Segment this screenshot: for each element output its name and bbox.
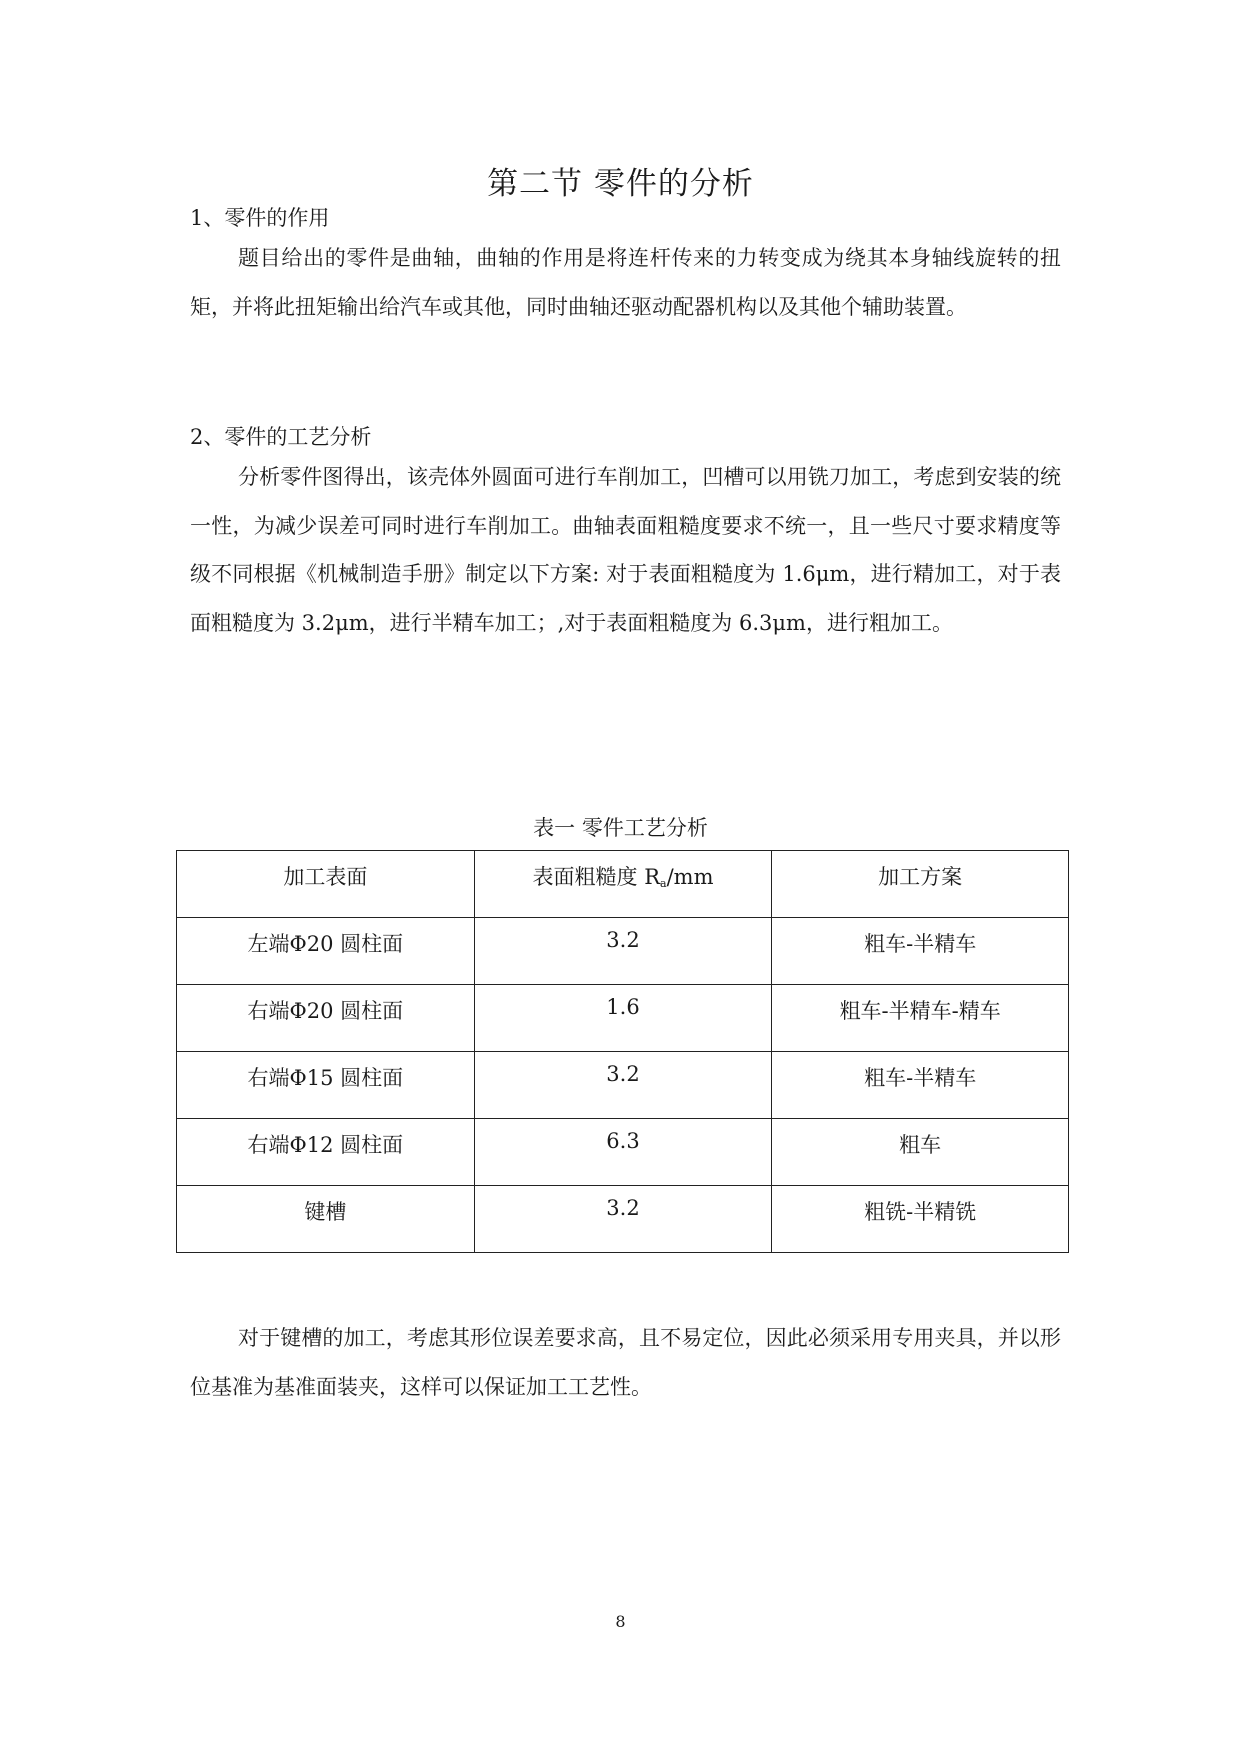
paragraph-part-function: 题目给出的零件是曲轴，曲轴的作用是将连杆传来的力转变成为绕其本身轴线旋转的扭矩，并将此扭矩输出给汽车或其他，同时曲轴还驱动配器机构以及其他个辅助装置。 xyxy=(190,246,1061,319)
cell-roughness: 3.2 xyxy=(474,918,772,985)
cell-roughness: 3.2 xyxy=(474,1186,772,1253)
cell-surface: 左端Φ20 圆柱面 xyxy=(177,918,475,985)
header-plan: 加工方案 xyxy=(772,851,1069,918)
cell-surface: 右端Φ20 圆柱面 xyxy=(177,985,475,1052)
table-row xyxy=(177,985,1069,1052)
cell-roughness: 6.3 xyxy=(474,1119,772,1186)
cell-plan: 粗车 xyxy=(772,1119,1069,1186)
table-caption: 表一 零件工艺分析 xyxy=(533,816,708,840)
header-surface: 加工表面 xyxy=(177,851,475,918)
page-number: 8 xyxy=(615,1612,626,1631)
table-row xyxy=(177,1186,1069,1253)
cell-plan: 粗车-半精车 xyxy=(772,1052,1069,1119)
table-row xyxy=(177,1119,1069,1186)
cell-plan: 粗铣-半精铣 xyxy=(772,1186,1069,1253)
section-title: 第二节 零件的分析 xyxy=(487,166,754,202)
cell-surface: 右端Φ15 圆柱面 xyxy=(177,1052,475,1119)
heading-part-function: 1、零件的作用 xyxy=(190,206,330,230)
header-roughness: 表面粗糙度 $R_a/mm$ xyxy=(474,851,772,918)
table-row xyxy=(177,918,1069,985)
table-header-row xyxy=(177,851,1069,918)
cell-plan: 粗车-半精车 xyxy=(772,918,1069,985)
cell-roughness: 3.2 xyxy=(474,1052,772,1119)
cell-surface: 右端Φ12 圆柱面 xyxy=(177,1119,475,1186)
cell-roughness: 1.6 xyxy=(474,985,772,1052)
process-analysis-table xyxy=(176,850,1069,1253)
cell-surface: 键槽 xyxy=(177,1186,475,1253)
heading-process-analysis: 2、零件的工艺分析 xyxy=(190,425,372,449)
paragraph-keyway: 对于键槽的加工，考虑其形位误差要求高，且不易定位，因此必须采用专用夹具，并以形位基准为基准面装夹，这样可以保证加工工艺性。 xyxy=(190,1326,1061,1399)
paragraph-process-analysis: 分析零件图得出，该壳体外圆面可进行车削加工，凹槽可以用铣刀加工，考虑到安装的统一性，为减少误差可同时进行车削加工。曲轴表面粗糙度要求不统一，且一些尺寸要求精度等级不同根据《机械制造手册》制定以下方案: 对于表面粗糙度为 1.6μm，进行精加工，对于表面粗糙度为 3.2μm，进行半精车加工；,对于表面粗糙度为 6.3μm，进行粗加工。 xyxy=(190,465,1061,635)
table-row xyxy=(177,1052,1069,1119)
cell-plan: 粗车-半精车-精车 xyxy=(772,985,1069,1052)
